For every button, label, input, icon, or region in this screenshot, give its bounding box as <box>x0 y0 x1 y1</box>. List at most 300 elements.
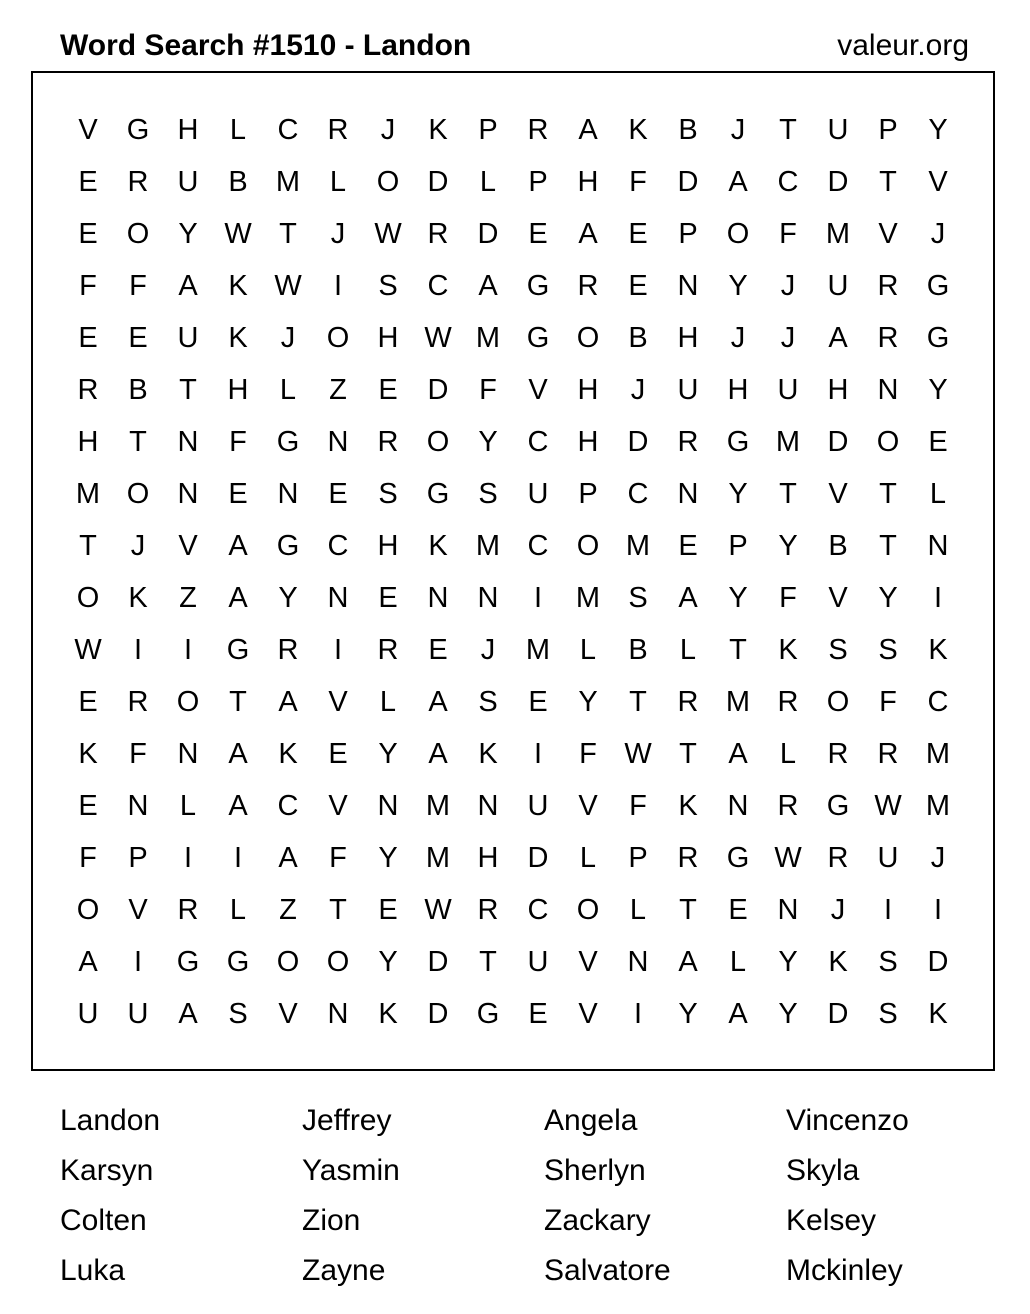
grid-cell: R <box>327 113 349 146</box>
grid-cell: U <box>777 373 799 406</box>
grid-cell: R <box>877 737 899 770</box>
grid-cell: T <box>179 373 197 406</box>
grid-cell: T <box>279 217 297 250</box>
grid-cell: E <box>328 737 348 770</box>
grid-cell: H <box>577 165 599 198</box>
grid-cell: Y <box>378 841 398 874</box>
grid-cell: R <box>677 685 699 718</box>
grid-cell: R <box>377 633 399 666</box>
grid-cell: V <box>328 789 348 822</box>
grid-cell: N <box>177 477 199 510</box>
grid-cell: N <box>177 425 199 458</box>
word-list-item: Angela <box>544 1104 638 1137</box>
grid-cell: W <box>424 321 452 354</box>
grid-cell: O <box>576 321 600 354</box>
grid-cell: F <box>79 841 97 874</box>
grid-cell: E <box>328 477 348 510</box>
word-list-item: Luka <box>60 1254 126 1287</box>
grid-cell: A <box>728 737 748 770</box>
grid-cell: E <box>78 165 98 198</box>
grid-cell: F <box>779 581 797 614</box>
grid-cell: K <box>228 321 248 354</box>
grid-cell: W <box>424 893 452 926</box>
grid-cell: V <box>528 373 548 406</box>
grid-cell: C <box>527 893 549 926</box>
grid-cell: I <box>883 893 893 926</box>
grid-cell: R <box>827 737 849 770</box>
grid-cell: K <box>928 633 948 666</box>
grid-cell: N <box>127 789 149 822</box>
grid-cell: K <box>278 737 298 770</box>
grid-cell: L <box>929 477 947 510</box>
grid-cell: L <box>379 685 397 718</box>
grid-cell: C <box>527 529 549 562</box>
grid-cell: N <box>777 893 799 926</box>
grid-cell: H <box>727 373 749 406</box>
grid-cell: A <box>228 581 248 614</box>
grid-cell: A <box>828 321 848 354</box>
grid-cell: G <box>476 997 500 1030</box>
grid-cell: T <box>329 893 347 926</box>
grid-cell: A <box>678 581 698 614</box>
grid-cell: J <box>780 269 796 302</box>
grid-cell: K <box>678 789 698 822</box>
grid-cell: Y <box>728 269 748 302</box>
grid-cell: F <box>229 425 247 458</box>
grid-cell: E <box>78 217 98 250</box>
grid-cell: K <box>378 997 398 1030</box>
grid-cell: F <box>879 685 897 718</box>
grid-cell: N <box>477 581 499 614</box>
grid-cell: J <box>480 633 496 666</box>
grid-cell: I <box>133 633 143 666</box>
grid-cell: J <box>380 113 396 146</box>
grid-cell: U <box>527 945 549 978</box>
grid-cell: Z <box>179 581 197 614</box>
grid-cell: O <box>126 477 150 510</box>
grid-cell: D <box>827 997 849 1030</box>
grid-cell: M <box>925 789 951 822</box>
word-list-item: Sherlyn <box>544 1154 646 1187</box>
grid-cell: P <box>728 529 748 562</box>
grid-cell: T <box>479 945 497 978</box>
grid-cell: N <box>427 581 449 614</box>
grid-cell: J <box>930 841 946 874</box>
page-title: Word Search #1510 - Landon <box>60 29 472 62</box>
grid-cell: Y <box>478 425 498 458</box>
grid-cell: F <box>329 841 347 874</box>
grid-cell: T <box>879 477 897 510</box>
grid-cell: C <box>327 529 349 562</box>
grid-cell: A <box>578 217 598 250</box>
grid-cell: A <box>78 945 98 978</box>
grid-cell: O <box>576 529 600 562</box>
grid-cell: I <box>533 737 543 770</box>
grid-cell: C <box>927 685 949 718</box>
word-list-item: Zion <box>302 1204 361 1237</box>
grid-cell: L <box>179 789 197 822</box>
grid-cell: K <box>428 113 448 146</box>
grid-cell: I <box>183 633 193 666</box>
grid-cell: K <box>828 945 848 978</box>
grid-cell: I <box>183 841 193 874</box>
grid-cell: A <box>178 997 198 1030</box>
grid-cell: V <box>828 581 848 614</box>
grid-cell: T <box>879 529 897 562</box>
grid-cell: R <box>177 893 199 926</box>
grid-cell: Y <box>278 581 298 614</box>
grid-cell: M <box>475 529 501 562</box>
grid-cell: A <box>728 165 748 198</box>
grid-cell: L <box>229 893 247 926</box>
grid-cell: H <box>477 841 499 874</box>
grid-cell: E <box>128 321 148 354</box>
grid-cell: F <box>79 269 97 302</box>
grid-cell: N <box>277 477 299 510</box>
grid-cell: R <box>277 633 299 666</box>
grid-cell: D <box>827 425 849 458</box>
grid-cell: H <box>827 373 849 406</box>
grid-cell: B <box>628 321 648 354</box>
grid-cell: N <box>927 529 949 562</box>
grid-cell: F <box>779 217 797 250</box>
grid-cell: W <box>74 633 102 666</box>
grid-cell: K <box>228 269 248 302</box>
grid-cell: K <box>78 737 98 770</box>
grid-cell: P <box>128 841 148 874</box>
grid-cell: F <box>579 737 597 770</box>
grid-cell: R <box>577 269 599 302</box>
grid-cell: S <box>478 685 498 718</box>
grid-cell: G <box>726 841 750 874</box>
grid-cell: R <box>777 789 799 822</box>
grid-cell: V <box>178 529 198 562</box>
grid-cell: J <box>130 529 146 562</box>
grid-cell: I <box>533 581 543 614</box>
grid-cell: G <box>926 269 950 302</box>
grid-cell: B <box>228 165 248 198</box>
grid-cell: I <box>933 893 943 926</box>
grid-cell: Z <box>279 893 297 926</box>
grid-cell: G <box>276 529 300 562</box>
grid-cell: G <box>176 945 200 978</box>
grid-cell: D <box>927 945 949 978</box>
grid-cell: A <box>428 737 448 770</box>
grid-cell: V <box>78 113 98 146</box>
grid-cell: V <box>578 997 598 1030</box>
grid-cell: G <box>226 945 250 978</box>
grid-cell: T <box>79 529 97 562</box>
grid-cell: N <box>677 477 699 510</box>
word-list-item: Skyla <box>786 1154 860 1187</box>
grid-cell: O <box>876 425 900 458</box>
grid-cell: G <box>926 321 950 354</box>
grid-cell: O <box>76 893 100 926</box>
grid-cell: A <box>228 737 248 770</box>
grid-cell: E <box>428 633 448 666</box>
site-name: valeur.org <box>837 29 969 62</box>
grid-cell: E <box>528 685 548 718</box>
grid-cell: S <box>828 633 848 666</box>
grid-cell: U <box>527 789 549 822</box>
grid-cell: I <box>333 633 343 666</box>
grid-cell: W <box>374 217 402 250</box>
grid-cell: O <box>126 217 150 250</box>
grid-cell: C <box>277 789 299 822</box>
grid-cell: T <box>679 737 697 770</box>
grid-cell: F <box>629 165 647 198</box>
grid-cell: V <box>828 477 848 510</box>
grid-cell: L <box>579 841 597 874</box>
grid-cell: P <box>528 165 548 198</box>
grid-cell: I <box>233 841 243 874</box>
grid-cell: Y <box>778 997 798 1030</box>
grid-cell: N <box>377 789 399 822</box>
grid-cell: M <box>475 321 501 354</box>
grid-cell: O <box>576 893 600 926</box>
grid-cell: R <box>527 113 549 146</box>
grid-cell: O <box>376 165 400 198</box>
grid-cell: R <box>127 165 149 198</box>
grid-cell: Y <box>178 217 198 250</box>
grid-cell: T <box>879 165 897 198</box>
word-list-item: Colten <box>60 1204 147 1237</box>
grid-cell: A <box>728 997 748 1030</box>
grid-cell: C <box>427 269 449 302</box>
grid-cell: L <box>679 633 697 666</box>
grid-cell: M <box>925 737 951 770</box>
grid-cell: F <box>129 737 147 770</box>
grid-cell: N <box>477 789 499 822</box>
grid-cell: R <box>677 425 699 458</box>
grid-cell: B <box>678 113 698 146</box>
grid-cell: M <box>725 685 751 718</box>
grid-cell: V <box>928 165 948 198</box>
word-list-item: Karsyn <box>60 1154 154 1187</box>
grid-cell: I <box>133 945 143 978</box>
grid-cell: Y <box>778 945 798 978</box>
grid-cell: G <box>226 633 250 666</box>
grid-cell: S <box>628 581 648 614</box>
grid-cell: Y <box>928 373 948 406</box>
grid-cell: R <box>427 217 449 250</box>
word-list-item: Vincenzo <box>786 1104 909 1137</box>
grid-cell: W <box>774 841 802 874</box>
grid-cell: K <box>628 113 648 146</box>
grid-cell: Y <box>678 997 698 1030</box>
grid-cell: C <box>777 165 799 198</box>
grid-cell: T <box>779 113 797 146</box>
grid-cell: R <box>677 841 699 874</box>
grid-cell: F <box>479 373 497 406</box>
grid-cell: N <box>327 425 349 458</box>
grid-cell: L <box>329 165 347 198</box>
grid-cell: N <box>327 581 349 614</box>
grid-cell: A <box>228 529 248 562</box>
grid-cell: W <box>224 217 252 250</box>
grid-cell: Y <box>878 581 898 614</box>
grid-cell: U <box>177 321 199 354</box>
grid-cell: S <box>878 997 898 1030</box>
grid-cell: T <box>679 893 697 926</box>
grid-cell: V <box>278 997 298 1030</box>
grid-cell: T <box>779 477 797 510</box>
word-list-item: Salvatore <box>544 1254 671 1287</box>
grid-cell: O <box>176 685 200 718</box>
grid-cell: R <box>127 685 149 718</box>
grid-cell: N <box>327 997 349 1030</box>
grid-cell: L <box>579 633 597 666</box>
grid-cell: E <box>928 425 948 458</box>
grid-cell: J <box>630 373 646 406</box>
grid-cell: T <box>129 425 147 458</box>
grid-cell: D <box>677 165 699 198</box>
grid-cell: A <box>678 945 698 978</box>
grid-cell: A <box>578 113 598 146</box>
grid-cell: A <box>278 841 298 874</box>
grid-cell: C <box>277 113 299 146</box>
grid-cell: D <box>427 945 449 978</box>
grid-cell: J <box>730 321 746 354</box>
grid-cell: K <box>778 633 798 666</box>
grid-cell: C <box>627 477 649 510</box>
grid-cell: P <box>678 217 698 250</box>
grid-cell: E <box>78 685 98 718</box>
grid-cell: H <box>227 373 249 406</box>
grid-cell: G <box>126 113 150 146</box>
grid-cell: I <box>933 581 943 614</box>
grid-cell: U <box>827 269 849 302</box>
grid-cell: J <box>930 217 946 250</box>
grid-cell: M <box>275 165 301 198</box>
grid-cell: U <box>177 165 199 198</box>
grid-cell: Y <box>728 581 748 614</box>
grid-cell: G <box>826 789 850 822</box>
grid-cell: H <box>577 425 599 458</box>
grid-cell: Y <box>728 477 748 510</box>
grid-cell: J <box>330 217 346 250</box>
grid-cell: A <box>278 685 298 718</box>
grid-cell: P <box>478 113 498 146</box>
grid-cell: E <box>528 217 548 250</box>
grid-cell: E <box>228 477 248 510</box>
grid-cell: V <box>328 685 348 718</box>
grid-cell: R <box>877 321 899 354</box>
grid-cell: Y <box>928 113 948 146</box>
grid-cell: H <box>377 321 399 354</box>
grid-cell: Z <box>329 373 347 406</box>
grid-cell: G <box>526 321 550 354</box>
grid-cell: S <box>878 633 898 666</box>
grid-cell: M <box>525 633 551 666</box>
grid-cell: M <box>825 217 851 250</box>
grid-cell: R <box>477 893 499 926</box>
grid-cell: D <box>427 165 449 198</box>
grid-cell: Y <box>378 945 398 978</box>
grid-cell: D <box>827 165 849 198</box>
grid-cell: L <box>229 113 247 146</box>
grid-cell: S <box>478 477 498 510</box>
grid-cell: A <box>478 269 498 302</box>
grid-cell: E <box>628 217 648 250</box>
grid-cell: F <box>129 269 147 302</box>
grid-cell: J <box>780 321 796 354</box>
grid-cell: O <box>76 581 100 614</box>
grid-cell: V <box>578 945 598 978</box>
grid-cell: O <box>426 425 450 458</box>
grid-cell: E <box>528 997 548 1030</box>
grid-cell: M <box>775 425 801 458</box>
grid-cell: R <box>777 685 799 718</box>
grid-cell: P <box>878 113 898 146</box>
grid-cell: T <box>629 685 647 718</box>
grid-cell: N <box>877 373 899 406</box>
grid-cell: W <box>274 269 302 302</box>
grid-cell: D <box>627 425 649 458</box>
word-list-item: Zayne <box>302 1254 386 1287</box>
grid-cell: M <box>575 581 601 614</box>
word-list-item: Landon <box>60 1104 161 1137</box>
grid-cell: D <box>427 373 449 406</box>
grid-cell: O <box>726 217 750 250</box>
grid-cell: K <box>128 581 148 614</box>
grid-cell: D <box>527 841 549 874</box>
grid-cell: K <box>478 737 498 770</box>
grid-cell: G <box>726 425 750 458</box>
grid-cell: U <box>527 477 549 510</box>
grid-cell: R <box>827 841 849 874</box>
grid-cell: S <box>378 269 398 302</box>
grid-cell: O <box>276 945 300 978</box>
grid-cell: J <box>830 893 846 926</box>
grid-cell: E <box>378 581 398 614</box>
grid-cell: L <box>629 893 647 926</box>
grid-cell: Y <box>778 529 798 562</box>
grid-cell: N <box>677 269 699 302</box>
grid-cell: K <box>428 529 448 562</box>
grid-cell: M <box>425 789 451 822</box>
grid-cell: V <box>128 893 148 926</box>
word-list-item: Zackary <box>544 1204 651 1237</box>
grid-cell: S <box>228 997 248 1030</box>
grid-cell: V <box>578 789 598 822</box>
grid-cell: A <box>228 789 248 822</box>
grid-cell: N <box>727 789 749 822</box>
grid-cell: O <box>826 685 850 718</box>
grid-cell: D <box>427 997 449 1030</box>
grid-cell: G <box>526 269 550 302</box>
grid-cell: R <box>77 373 99 406</box>
grid-cell: P <box>578 477 598 510</box>
grid-cell: H <box>177 113 199 146</box>
grid-cell: W <box>874 789 902 822</box>
word-list <box>60 1096 1030 1296</box>
grid-cell: N <box>627 945 649 978</box>
grid-cell: R <box>377 425 399 458</box>
grid-cell: B <box>128 373 148 406</box>
word-list-item: Yasmin <box>302 1154 400 1187</box>
grid-cell: O <box>326 945 350 978</box>
grid-cell: E <box>378 373 398 406</box>
grid-cell: P <box>628 841 648 874</box>
grid-cell: A <box>178 269 198 302</box>
grid-cell: I <box>333 269 343 302</box>
grid-cell: G <box>276 425 300 458</box>
grid-cell: S <box>378 477 398 510</box>
grid-cell: Y <box>378 737 398 770</box>
grid-cell: E <box>78 321 98 354</box>
grid-cell: K <box>928 997 948 1030</box>
